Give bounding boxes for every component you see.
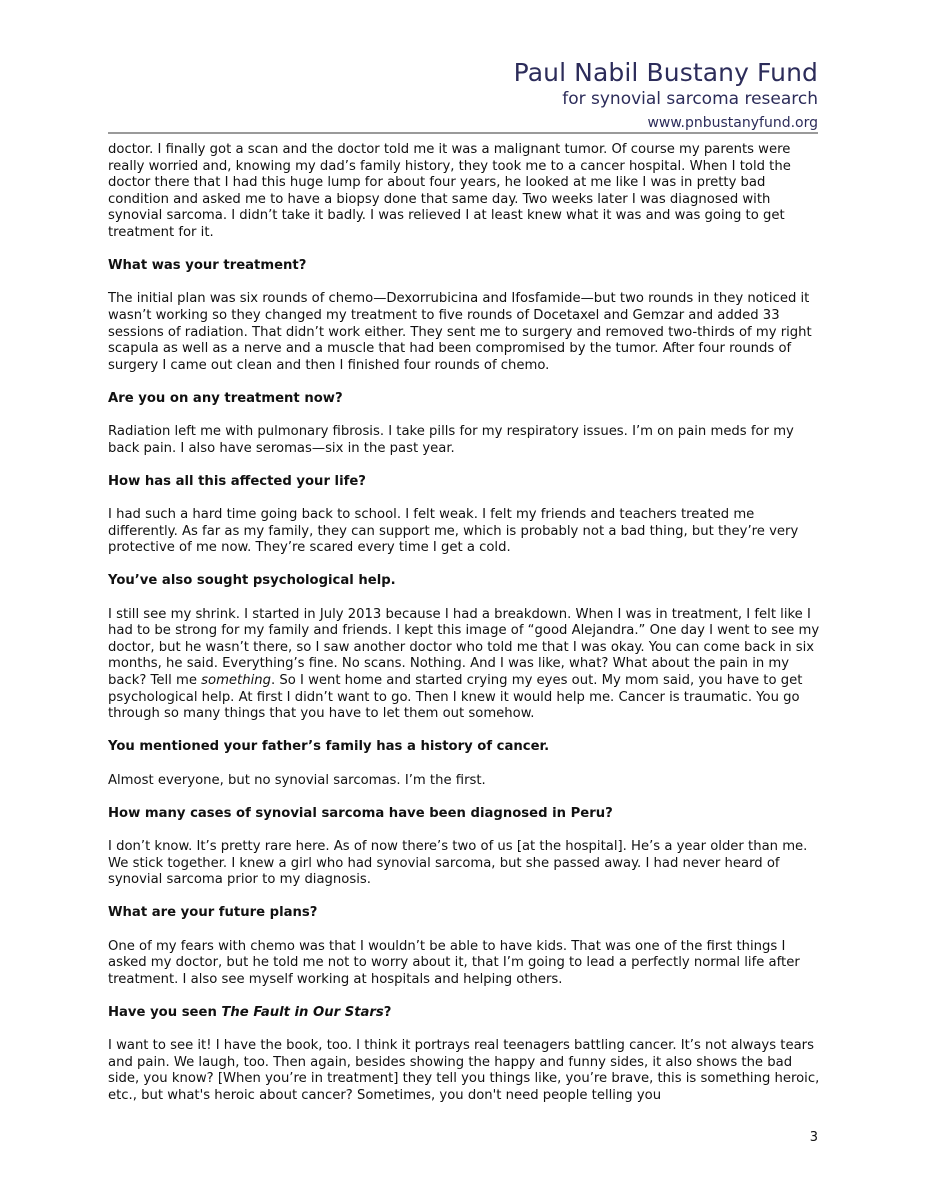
question-heading: Are you on any treatment now? [108, 390, 343, 406]
org-url: www.pnbustanyfund.org [647, 115, 818, 131]
page-number: 3 [809, 1130, 818, 1145]
body-paragraph [108, 607, 820, 723]
body-paragraph: The initial plan was six rounds of chemo—Dexorrubicina and Ifosfamide—but two rounds in they noticed it wasn’t working so they changed my treatment to five rounds of Docetaxel and Gemzar and added 33 sessions of radiation. That didn’t work either. They sent me to surgery and removed two-thirds of my right scapula as well as a nerve and a muscle that had been compromised by the tumor. After four rounds of surgery I came out clean and then I finished four rounds of chemo. [108, 291, 812, 373]
body-paragraph: Almost everyone, but no synovial sarcomas. I’m the first. [108, 772, 486, 788]
body-paragraph: I don’t know. It’s pretty rare here. As of now there’s two of us [at the hospital]. He’s a year older than me. We stick together. I knew a girl who had synovial sarcoma, but she passed away. I had never heard of synovial sarcoma prior to my diagnosis. [108, 838, 808, 888]
org-subtitle: for synovial sarcoma research [562, 89, 818, 109]
body-text: . So I went home and started crying my eyes out. My mom said, you have to get psychological help. At first I didn’t want to go. Then I knew it would help me. Cancer is traumatic. You go through so many things that you have to let them out somehow. [108, 673, 803, 722]
body-text: I still see my shrink. I started in July 2013 because I had a breakdown. When I was in treatment, I felt like I had to be strong for my family and friends. I kept this image of “good Alejandra.” One day I went to see my doctor, but he wasn’t there, so I saw another doctor who told me that I was okay. You can come back in six months, he said. Everything’s fine. No scans. Nothing. And I was like, what? What about the pain in my back? Tell me [108, 606, 820, 688]
body-paragraph: One of my fears with chemo was that I wouldn’t be able to have kids. That was one of the first things I asked my doctor, but he told me not to worry about it, that I’m going to lead a perfectly normal life after treatment. I also see myself working at hospitals and helping others. [108, 938, 800, 987]
question-heading: How has all this affected your life? [108, 473, 366, 489]
body-paragraph: I want to see it! I have the book, too. I think it portrays real teenagers battling cancer. It’s not always tears and pain. We laugh, too. Then again, besides showing the happy and funny sides, it also shows the bad side, you know? [When you’re in treatment] they tell you things like, you’re brave, this is something heroic, etc., but what's heroic about cancer? Sometimes, you don't need people telling you [108, 1038, 820, 1103]
question-heading: You mentioned your father’s family has a history of cancer. [108, 739, 550, 755]
question-heading: What are your future plans? [108, 905, 318, 921]
question-text: Have you seen [108, 1004, 222, 1020]
document-header [514, 58, 818, 134]
question-text: ? [383, 1004, 392, 1020]
question-heading [108, 1005, 820, 1022]
document-body [108, 142, 820, 1121]
body-paragraph: doctor. I finally got a scan and the doctor told me it was a malignant tumor. Of course my parents were really worried and, knowing my dad’s family history, they took me to a cancer hospital. When I told the doctor there that I had this huge lump for about four years, he looked at me like I was in pretty bad condition and asked me to have a biopsy done that same day. Two weeks later I was diagnosed with synovial sarcoma. I didn’t take it badly. I was relieved I at least knew what it was and was going to get treatment for it. [108, 142, 791, 240]
org-name: Paul Nabil Bustany Fund [513, 58, 818, 87]
body-paragraph: Radiation left me with pulmonary fibrosis. I take pills for my respiratory issues. I’m on pain meds for my back pain. I also have seromas—six in the past year. [108, 424, 794, 456]
question-heading: You’ve also sought psychological help. [108, 573, 396, 589]
header-divider [108, 132, 818, 134]
book-title: The Fault in Our Stars [221, 1004, 384, 1020]
emphasis-text: something [201, 673, 271, 688]
question-heading: What was your treatment? [108, 258, 307, 274]
question-heading: How many cases of synovial sarcoma have been diagnosed in Peru? [108, 805, 613, 821]
body-paragraph: I had such a hard time going back to school. I felt weak. I felt my friends and teachers treated me differently. As far as my family, they can support me, which is probably not a bad thing, but they’re very protective of me now. They’re scared every time I get a cold. [108, 507, 799, 556]
